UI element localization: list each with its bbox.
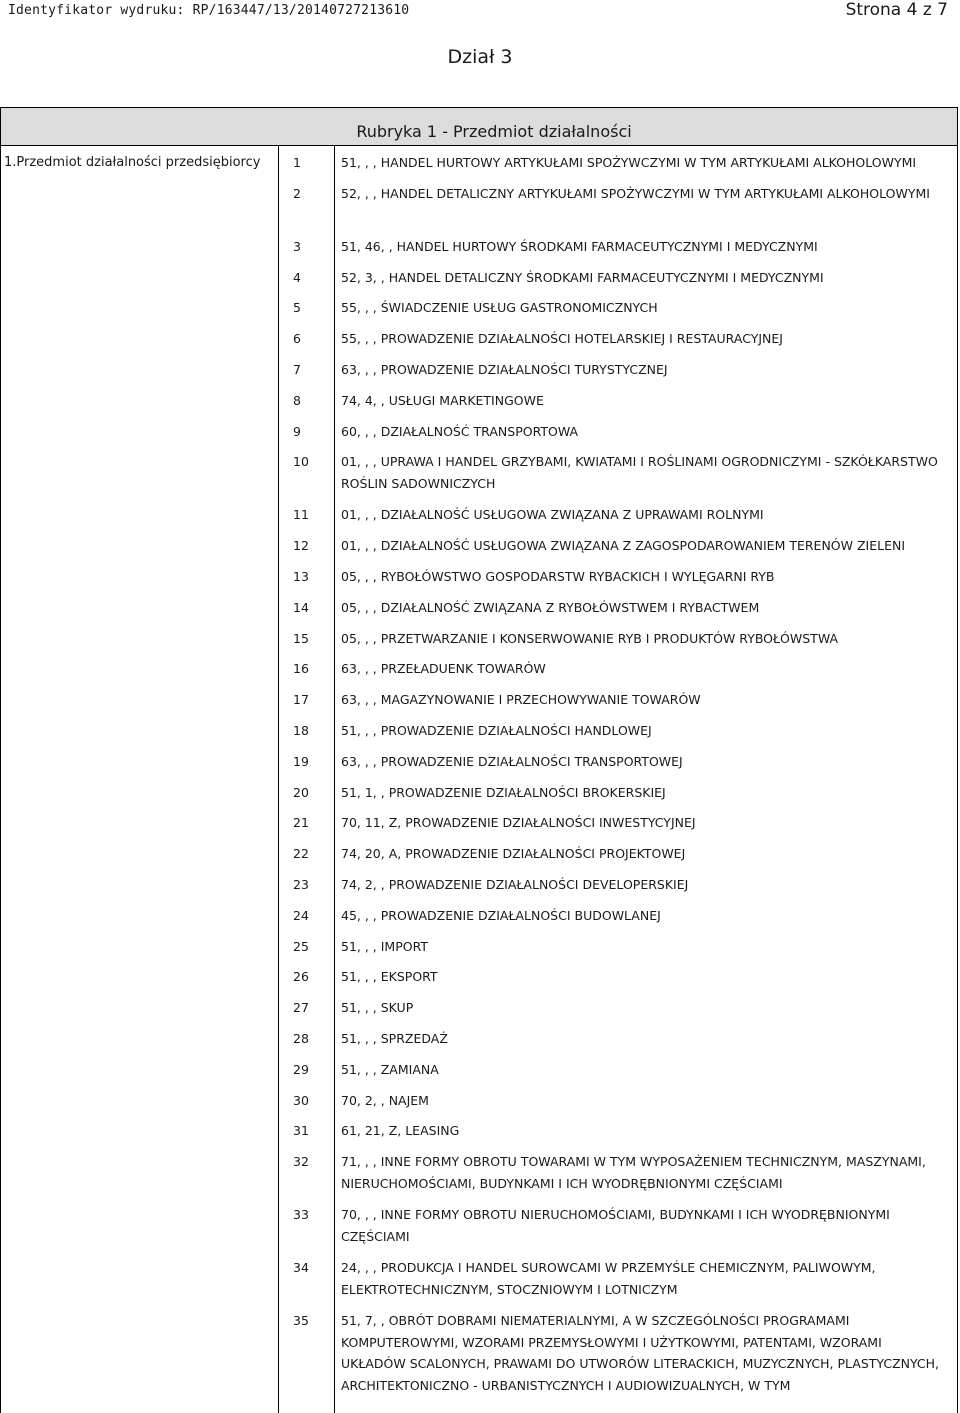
table-row: [279, 529, 957, 560]
activity-description: 52, , , HANDEL DETALICZNY ARTYKUŁAMI SPOŻYWCZYMI W TYM ARTYKUŁAMI ALKOHOLOWYMI: [341, 185, 930, 201]
table-row: [279, 560, 957, 591]
table-row: [279, 1145, 957, 1198]
row-number: 34: [293, 1260, 309, 1276]
activity-description: 74, 4, , USŁUGI MARKETINGOWE: [341, 392, 544, 408]
table-row: [279, 960, 957, 991]
table-row: [279, 498, 957, 529]
activity-description: 01, , , DZIAŁALNOŚĆ USŁUGOWA ZWIĄZANA Z UPRAWAMI ROLNYMI: [341, 507, 764, 523]
table-row: [279, 384, 957, 415]
row-number: 14: [293, 599, 309, 615]
activity-description: 63, , , PRZEŁADUENK TOWARÓW: [341, 661, 546, 677]
activity-description: 70, 11, Z, PROWADZENIE DZIAŁALNOŚCI INWESTYCYJNEJ: [341, 815, 696, 831]
row-number: 22: [293, 846, 309, 862]
row-number: 12: [293, 538, 309, 554]
row-number: 20: [293, 784, 309, 800]
rubric-title: Rubryka 1 - Przedmiot działalności: [356, 122, 632, 141]
row-number: 29: [293, 1061, 309, 1077]
table-row: [279, 806, 957, 837]
field-label: 1.Przedmiot działalności przedsiębiorcy: [4, 155, 261, 170]
table-row: [279, 177, 957, 230]
row-number: 17: [293, 692, 309, 708]
table-row: [279, 652, 957, 683]
activity-description: 51, , , IMPORT: [341, 938, 429, 954]
activity-description: 45, , , PROWADZENIE DZIAŁALNOŚCI BUDOWLANEJ: [341, 907, 661, 923]
row-number: 27: [293, 1000, 309, 1016]
table-row: [279, 899, 957, 930]
table-row: [279, 322, 957, 353]
page-number: Strona 4 z 7: [845, 0, 948, 20]
activity-description: 74, 2, , PROWADZENIE DZIAŁALNOŚCI DEVELOPERSKIEJ: [341, 876, 689, 892]
table-row: [279, 445, 957, 498]
print-identifier: Identyfikator wydruku: RP/163447/13/20140727213610: [8, 3, 410, 18]
row-number: 10: [293, 454, 309, 470]
activity-description: 51, , , ZAMIANA: [341, 1061, 439, 1077]
activity-description: 63, , , PROWADZENIE DZIAŁALNOŚCI TURYSTYCZNEJ: [341, 361, 668, 377]
table-row: [279, 683, 957, 714]
activity-description: 51, , , HANDEL HURTOWY ARTYKUŁAMI SPOŻYWCZYMI W TYM ARTYKUŁAMI ALKOHOLOWYMI: [341, 155, 917, 170]
table-row: [279, 591, 957, 622]
row-number: 25: [293, 938, 309, 954]
activity-description: 05, , , PRZETWARZANIE I KONSERWOWANIE RYB I PRODUKTÓW RYBOŁÓWSTWA: [341, 630, 839, 646]
section-title: Dział 3: [447, 46, 513, 68]
activity-description: 60, , , DZIAŁALNOŚĆ TRANSPORTOWA: [341, 423, 579, 439]
row-number: 16: [293, 661, 309, 677]
activity-description: 01, , , UPRAWA I HANDEL GRZYBAMI, KWIATAMI I ROŚLINAMI OGRODNICZYMI - SZKÓŁKARSTWO ROŚLIN SADOWNICZYCH: [341, 454, 938, 491]
table-row: [279, 745, 957, 776]
activity-description: 63, , , PROWADZENIE DZIAŁALNOŚCI TRANSPORTOWEJ: [341, 753, 683, 769]
row-number: 5: [293, 300, 301, 316]
table-row: [279, 1084, 957, 1115]
row-number: 18: [293, 722, 309, 738]
activity-description: 01, , , DZIAŁALNOŚĆ USŁUGOWA ZWIĄZANA Z ZAGOSPODAROWANIEM TERENÓW ZIELENI: [341, 538, 906, 554]
table-row: [279, 991, 957, 1022]
table-row: [279, 776, 957, 807]
activity-description: 05, , , RYBOŁÓWSTWO GOSPODARSTW RYBACKICH I WYLĘGARNI RYB: [341, 568, 775, 584]
activity-description: 52, 3, , HANDEL DETALICZNY ŚRODKAMI FARMACEUTYCZNYMI I MEDYCZNYMI: [341, 269, 824, 285]
table-row: [279, 353, 957, 384]
activity-description: 24, , , PRODUKCJA I HANDEL SUROWCAMI W PRZEMYŚLE CHEMICZNYM, PALIWOWYM, ELEKTROTECHNICZNYM, STOCZNIOWYM I LOTNICZYM: [341, 1260, 876, 1297]
activity-description: 61, 21, Z, LEASING: [341, 1123, 460, 1139]
row-number: 11: [293, 507, 309, 523]
row-number: 32: [293, 1154, 309, 1170]
row-number: 6: [293, 331, 301, 347]
rubric-header: [1, 108, 957, 146]
row-number: 9: [293, 423, 301, 439]
activity-description: 51, 1, , PROWADZENIE DZIAŁALNOŚCI BROKERSKIEJ: [341, 784, 666, 800]
row-number: 13: [293, 568, 309, 584]
row-number: 31: [293, 1123, 309, 1139]
table-row: [279, 1251, 957, 1304]
activity-description: 55, , , PROWADZENIE DZIAŁALNOŚCI HOTELARSKIEJ I RESTAURACYJNEJ: [341, 331, 783, 347]
activity-description: 51, 46, , HANDEL HURTOWY ŚRODKAMI FARMACEUTYCZNYMI I MEDYCZNYMI: [341, 238, 818, 254]
activity-description: 63, , , MAGAZYNOWANIE I PRZECHOWYWANIE TOWARÓW: [341, 692, 701, 708]
row-number: 24: [293, 907, 309, 923]
table-row: [279, 868, 957, 899]
table-row: [279, 622, 957, 653]
row-number: 28: [293, 1030, 309, 1046]
activity-description: 70, 2, , NAJEM: [341, 1092, 429, 1108]
activity-rows: [279, 146, 957, 1413]
row-number: 26: [293, 969, 309, 985]
table-row: [279, 415, 957, 446]
table-row: [279, 1022, 957, 1053]
table-row: [279, 261, 957, 292]
activity-description: 51, , , SKUP: [341, 1000, 414, 1016]
activity-description: 51, 7, , OBRÓT DOBRAMI NIEMATERIALNYMI, A W SZCZEGÓLNOŚCI PROGRAMAMI KOMPUTEROWYMI, WZORAMI PRZEMYSŁOWYMI I UŻYTKOWYMI, PATENTAMI, WZORAMI UKŁADÓW SCALONYCH, PRAWAMI DO UTWORÓW LITERACKICH, MUZYCZNYCH, PLASTYCZNYCH, ARCHITEKTONICZNO - URBANISTYCZNYCH I AUDIOWIZUALNYCH, W TYM: [341, 1313, 940, 1393]
table-row: [279, 1198, 957, 1251]
activity-table: [0, 107, 958, 1413]
row-number: 8: [293, 392, 301, 408]
row-number: 23: [293, 876, 309, 892]
row-number: 1: [293, 155, 301, 170]
row-number: 19: [293, 753, 309, 769]
activity-description: 55, , , ŚWIADCZENIE USŁUG GASTRONOMICZNYCH: [341, 300, 658, 316]
row-number: 4: [293, 269, 301, 285]
row-number: 21: [293, 815, 309, 831]
table-row: [279, 1304, 957, 1402]
activity-description: 70, , , INNE FORMY OBROTU NIERUCHOMOŚCIAMI, BUDYNKAMI I ICH WYODRĘBNIONYMI CZĘŚCIAMI: [341, 1207, 890, 1244]
table-row: [279, 714, 957, 745]
row-number: 33: [293, 1207, 309, 1223]
activity-description: 51, , , SPRZEDAŻ: [341, 1030, 448, 1046]
table-row: [279, 230, 957, 261]
table-row: [279, 146, 957, 177]
row-number: 2: [293, 185, 301, 201]
row-number: 7: [293, 361, 301, 377]
table-row: [279, 930, 957, 961]
field-label-cell: [1, 146, 279, 1413]
row-number: 35: [293, 1313, 309, 1329]
activity-description: 74, 20, A, PROWADZENIE DZIAŁALNOŚCI PROJEKTOWEJ: [341, 846, 686, 862]
activity-description: 51, , , EKSPORT: [341, 969, 438, 985]
table-row: [279, 1053, 957, 1084]
activity-description: 71, , , INNE FORMY OBROTU TOWARAMI W TYM WYPOSAŻENIEM TECHNICZNYM, MASZYNAMI, NIERUCHOMOŚCIAMI, BUDYNKAMI I ICH WYODRĘBNIONYMI CZĘŚCIAMI: [341, 1154, 926, 1191]
activity-description: 51, , , PROWADZENIE DZIAŁALNOŚCI HANDLOWEJ: [341, 722, 652, 738]
table-body: [1, 146, 957, 1413]
table-row: [279, 291, 957, 322]
row-number: 3: [293, 238, 301, 254]
row-number: 15: [293, 630, 309, 646]
activity-description: 05, , , DZIAŁALNOŚĆ ZWIĄZANA Z RYBOŁÓWSTWEM I RYBACTWEM: [341, 599, 760, 615]
row-number: 30: [293, 1092, 309, 1108]
table-row: [279, 837, 957, 868]
table-row: [279, 1114, 957, 1145]
